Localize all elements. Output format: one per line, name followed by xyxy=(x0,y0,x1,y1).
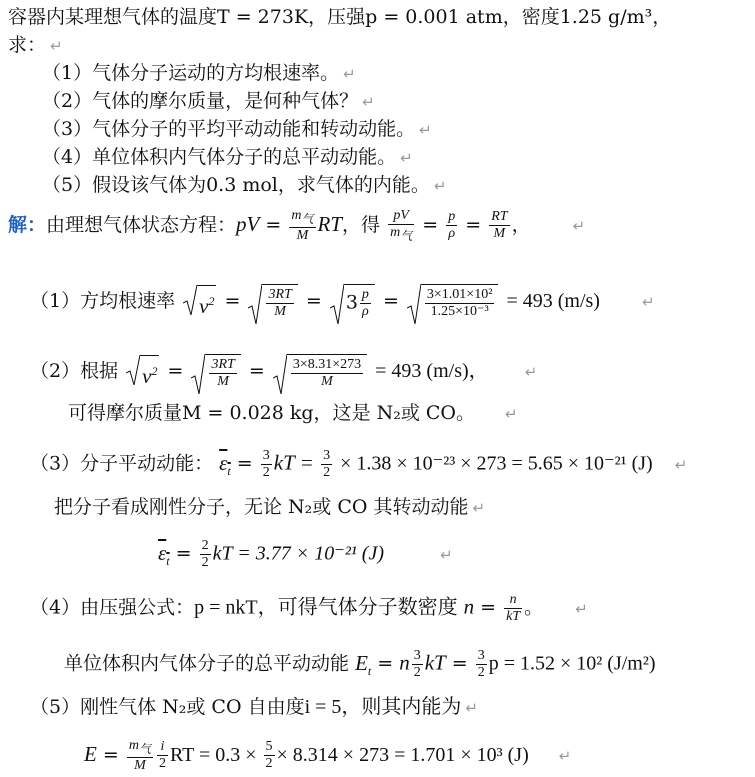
paragraph-mark: ↵ xyxy=(572,216,586,235)
paragraph-mark: ↵ xyxy=(524,363,538,381)
question-3: （3）气体分子的平均平动动能和转动动能。 ↵ xyxy=(42,118,432,140)
solution-step-5-line2: E = $\frac{m_气}{M}$ $\frac{i}{2}$ RT = 0.3 × $\frac{5}{2}$ × 8.314 × 273 = 1.701 × 10³ (J) ↵ xyxy=(84,738,572,773)
paragraph-mark: ↵ xyxy=(343,65,356,83)
step2-num: 3×8.31×273 xyxy=(292,357,362,372)
step1-den: 1.25×10⁻³ xyxy=(430,304,489,319)
sqrt-v2: $v^2$ xyxy=(183,285,216,320)
step5-label: （5）刚性气体 N₂或 CO 自由度 xyxy=(30,696,305,718)
step5-expr: RT = 0.3 × xyxy=(169,743,262,766)
step3-expr: kT = xyxy=(273,450,320,475)
step2-conclusion: 可得摩尔质量M = 0.028 kg，这是 N₂或 CO。 xyxy=(68,402,475,424)
step4-label: （4）由压强公式： xyxy=(30,596,195,619)
paragraph-mark: ↵ xyxy=(642,293,655,311)
step4-text: 单位体积内气体分子的总平动动能 xyxy=(64,652,350,675)
solution-step-2: （2）根据 $v^2$ = $\frac{3RT}{M}$ = $\frac{3\times 8.31\times 273}{M}$ = 493 (m/s)， ↵ xyxy=(30,354,537,390)
solution-step-3-line2 xyxy=(54,494,485,521)
question-2: （2）气体的摩尔质量，是何种气体？ ↵ xyxy=(42,90,375,112)
solution-step-3: （3）分子平动动能： $\varepsilon_t$ = $\frac{3}{2}$ kT = $\frac{3}{2}$ × 1.38 × 10⁻²³ × 273 = 5.65 × 10⁻²¹ (J) ↵ xyxy=(30,448,688,480)
paragraph-mark: ↵ xyxy=(575,599,588,618)
step3-rotation-result: kT = 3.77 × 10⁻²¹ (J) xyxy=(212,542,385,565)
step2-den: M xyxy=(321,374,333,389)
paragraph-mark: ↵ xyxy=(419,121,432,139)
step2-result: = 493 (m/s)， xyxy=(375,360,489,382)
solution-intro-text: 由理想气体状态方程： xyxy=(46,213,237,236)
paragraph-mark: ↵ xyxy=(433,177,447,195)
step4-mid: p = nkT，可得气体分子数密度 xyxy=(194,596,458,619)
problem-intro-line1: 容器内某理想气体的温度T = 273K，压强p = 0.001 atm，密度1.25 g/m³， xyxy=(8,6,672,28)
solution-step-4: （4）由压强公式：p = nkT，可得气体分子数密度 n = $\frac{n}{kT}$ 。 ↵ xyxy=(30,592,588,624)
solution-intro: 解：由理想气体状态方程：pV = $\frac{m_气}{M}$ RT，得 $\frac{pV}{m_气}$ = $\frac{p}{\rho}$ = $\frac{RT}{M}$ ， ↵ xyxy=(8,208,586,243)
solution-step-1: （1）方均根速率 $v^2$ = $\frac{3RT}{M}$ = 3 $\frac{p}{\rho}$ = $\frac{\text{3×1.01×10²}}{\text{1.25×10⁻³}}$ = 493 (m/s) ↵ xyxy=(30,284,655,320)
step5-mid: i = 5，则其内能为 xyxy=(304,696,462,718)
step3-label: （3）分子平动动能： xyxy=(30,452,214,475)
solution-step-5 xyxy=(30,694,478,721)
paragraph-mark: ↵ xyxy=(674,455,688,474)
paragraph-mark: ↵ xyxy=(505,405,518,423)
paragraph-mark: ↵ xyxy=(362,93,375,111)
step3-result: × 1.38 × 10⁻²³ × 273 = 5.65 × 10⁻²¹ (J) xyxy=(340,452,653,475)
fraction: $\frac{m_气}{M}$ xyxy=(291,208,314,243)
solution-step-3-line3: $\varepsilon_t$ = $\frac{2}{2}$ kT = 3.77 × 10⁻²¹ (J) ↵ xyxy=(158,538,453,570)
step3-rotation-text: 把分子看成刚性分子，无论 N₂或 CO 其转动动能 xyxy=(54,496,469,518)
question-5: （5）假设该气体为0.3 mol，求气体的内能。 ↵ xyxy=(42,174,447,196)
paragraph-mark: ↵ xyxy=(50,37,63,55)
question-1: （1）气体分子运动的方均根速率。 ↵ xyxy=(42,62,356,84)
step1-num: 3×1.01×10² xyxy=(426,287,493,302)
step1-result: = 493 (m/s) xyxy=(506,290,600,312)
paragraph-mark: ↵ xyxy=(558,746,572,765)
solution-get-text: ，得 xyxy=(342,213,381,236)
paragraph-mark: ↵ xyxy=(472,499,486,517)
step4-result: p = 1.52 × 10² (J/m²) xyxy=(488,652,656,675)
paragraph-mark: ↵ xyxy=(400,149,413,167)
step5-result: × 8.314 × 273 = 1.701 × 10³ (J) xyxy=(276,743,529,766)
solution-step-4-line2: 单位体积内气体分子的总平动动能 $E_t = n$ $\frac{3}{2}$ kT = $\frac{3}{2}$ p = 1.52 × 10² (J/m²) xyxy=(64,648,656,680)
problem-intro-line2: 求： ↵ xyxy=(8,34,63,56)
solution-label: 解： xyxy=(8,213,47,236)
paragraph-mark: ↵ xyxy=(465,699,478,717)
step1-label: （1）方均根速率 xyxy=(30,290,176,312)
solution-step-2-line2 xyxy=(68,400,518,427)
step2-label: （2）根据 xyxy=(30,360,119,382)
question-4: （4）单位体积内气体分子的总平动动能。 ↵ xyxy=(42,146,413,168)
paragraph-mark: ↵ xyxy=(440,545,453,564)
